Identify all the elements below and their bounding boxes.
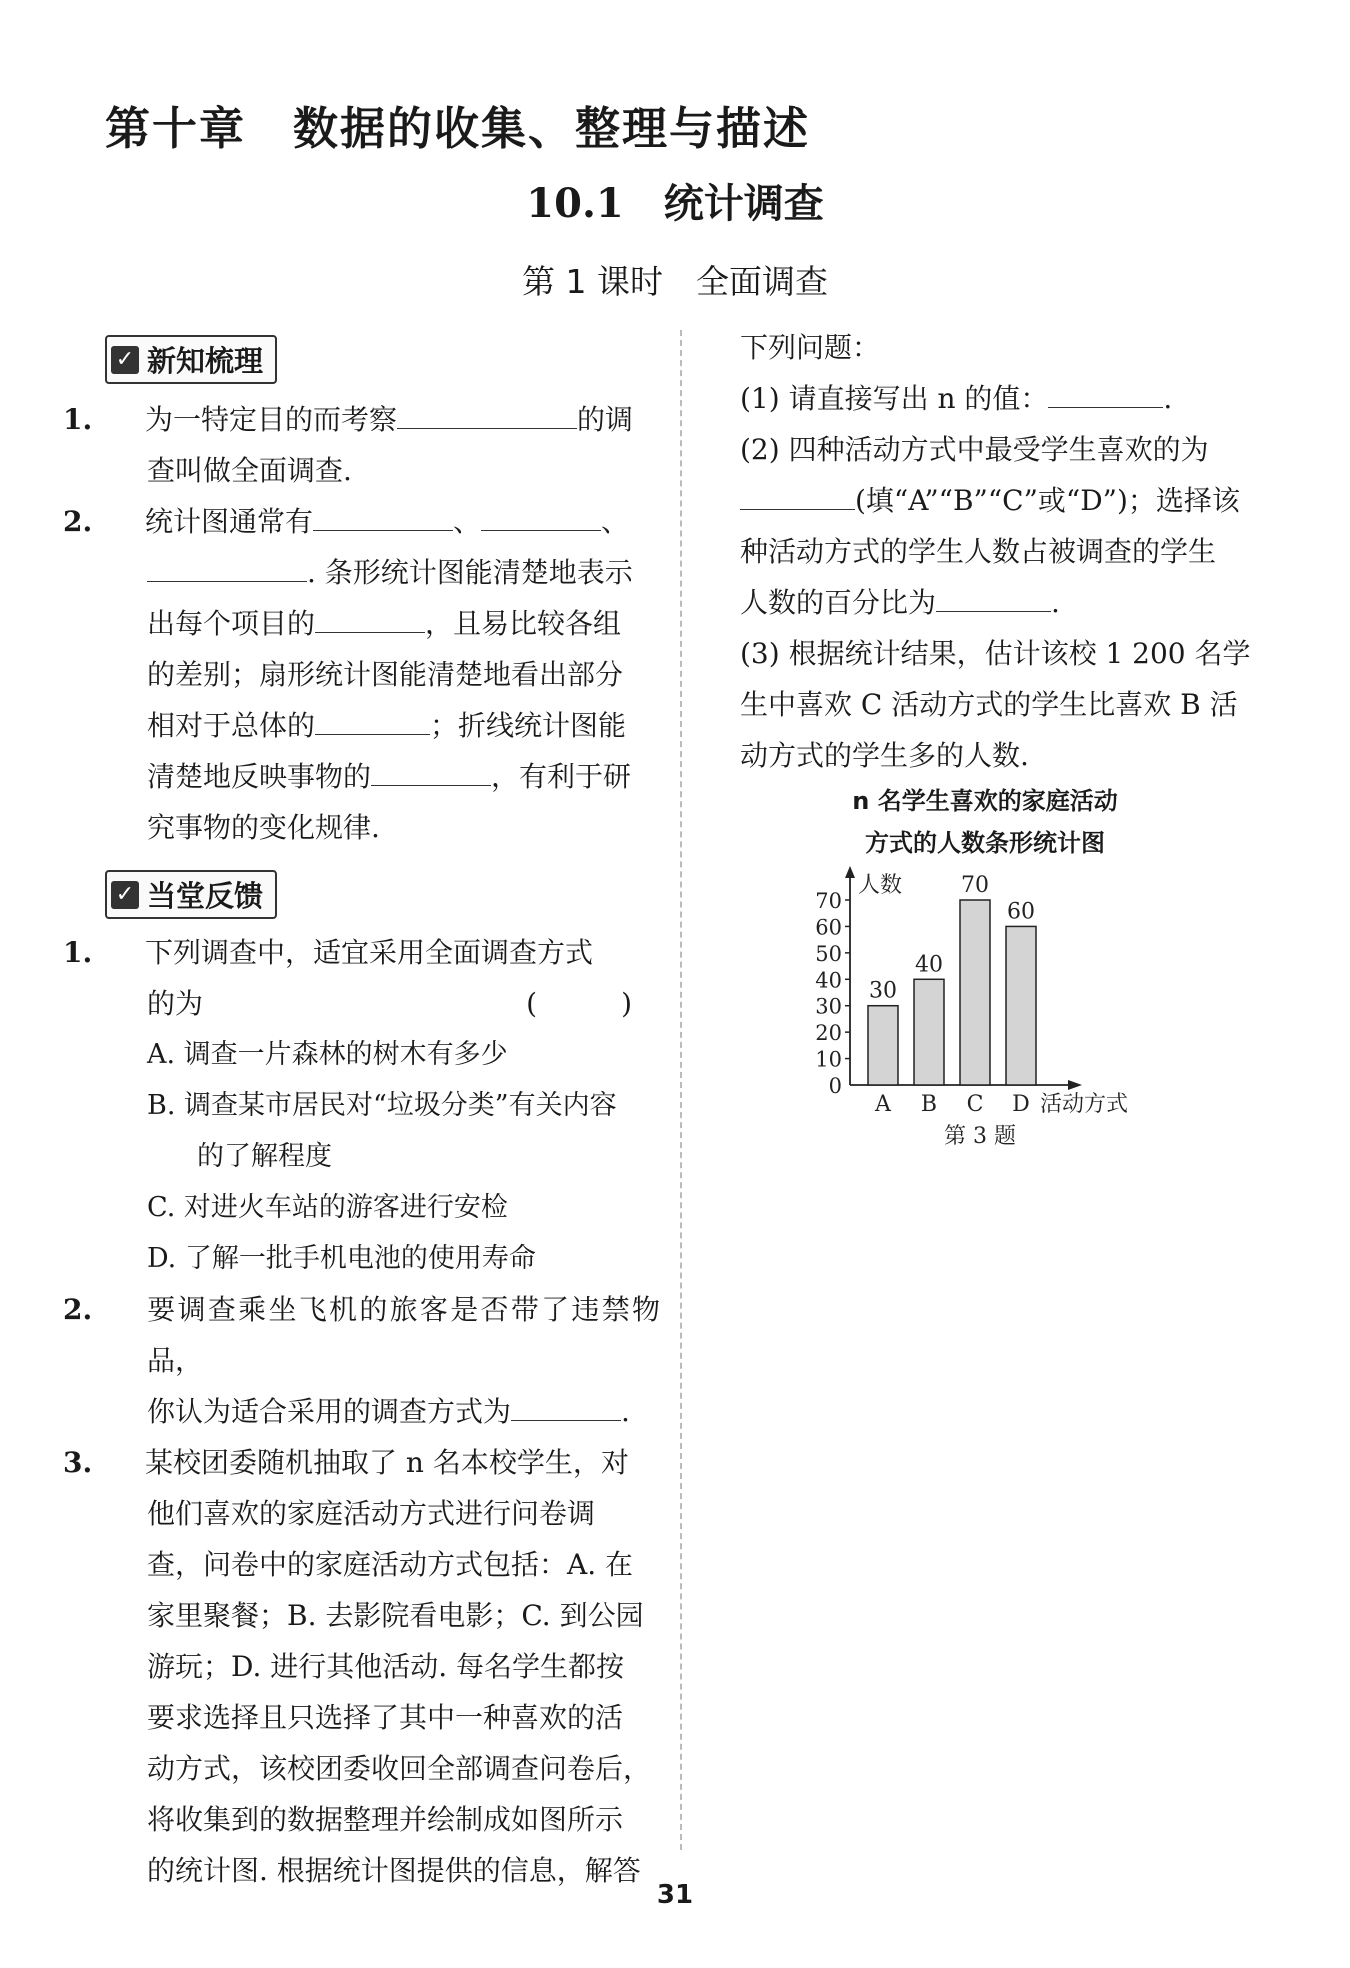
chart-caption: 第 3 题 (944, 1124, 1016, 1149)
answer-paren[interactable]: ( ) (526, 987, 660, 1020)
option-c: C. 对进火车站的游客进行安检 (147, 1192, 508, 1223)
q3-continued: 下列问题： (1) 请直接写出 n 的值： . (2) 四种活动方式中最受学生喜欢的为 (填“A”“B”“C”或“D”)；选择该 种活动方式的学生人数占被调查的学生 人数的百分比为 . (3) 根据统计结果，估计该校 1 200 名学 生中喜欢 C 活动方式的学生比喜欢 B 活 动方式的学生多的人数. (740, 322, 1260, 781)
feedback-heading (105, 870, 277, 919)
feedback-q3: 3. 某校团委随机抽取了 n 名本校学生，对 他们喜欢的家庭活动方式进行问卷调 查，问卷中的家庭活动方式包括：A. 在 家里聚餐；B. 去影院看电影；C. 到公园 游玩；D. 进行其他活动. 每名学生都按 要求选择且只选择了其中一种喜欢的活 动方式，该校团委收回全部调查问卷后， 将收集到的数据整理并绘制成如图所示 的统计图. 根据统计图提供的信息，解答 (63, 1446, 652, 1887)
answer-blank[interactable] (397, 398, 577, 429)
knowledge-q1: 1. 为一特定目的而考察 的调 查叫做全面调查. (105, 394, 660, 496)
option-b: B. 调查某市居民对“垃圾分类”有关内容 (147, 1090, 617, 1121)
y-tick-label: 30 (815, 994, 842, 1019)
y-tick-label: 20 (815, 1021, 842, 1046)
y-tick-label: 40 (815, 968, 842, 993)
q3-part1: (1) 请直接写出 n 的值： . (740, 373, 1260, 424)
feedback-q2: 2. 要调查乘坐飞机的旅客是否带了违禁物品， 你认为适合采用的调查方式为 . (63, 1293, 660, 1428)
page-number: 31 (656, 1880, 694, 1910)
knowledge-q2: 2. 统计图通常有 、 、 . 条形统计图能清楚地表示 出每个项目的 ，且易比较各组 的差别；扇形统计图能清楚地看出部分 相对于总体的 ；折线统计图能 清楚地反映事物的 ，有利于研 究事物的变化规律. (105, 496, 660, 853)
y-axis-label: 人数 (858, 873, 903, 898)
answer-blank[interactable] (936, 581, 1051, 612)
checkmark-icon: ✓ (111, 881, 139, 909)
answer-blank[interactable] (147, 551, 307, 582)
chart-title-line1: n 名学生喜欢的家庭活动 (852, 787, 1118, 815)
x-axis-arrow (1068, 1080, 1082, 1090)
knowledge-heading (105, 335, 277, 384)
bar-C (960, 900, 990, 1085)
q3-part3: (3) 根据统计结果，估计该校 1 200 名学 生中喜欢 C 活动方式的学生比喜欢 B 活 动方式的学生多的人数. (740, 637, 1251, 772)
data-label-B: 40 (915, 952, 943, 978)
x-tick-label-C: C (966, 1092, 984, 1117)
x-axis-label: 活动方式 (1040, 1092, 1129, 1117)
bar-D (1006, 926, 1036, 1085)
answer-blank[interactable] (371, 755, 491, 786)
feedback-section (63, 870, 660, 1896)
answer-blank[interactable] (315, 704, 430, 735)
y-tick-label: 70 (815, 889, 842, 913)
data-label-D: 60 (1007, 899, 1035, 925)
data-label-C: 70 (961, 873, 989, 898)
column-divider (680, 330, 682, 1850)
option-d: D. 了解一批手机电池的使用寿命 (147, 1243, 536, 1274)
chapter-title: 第十章 数据的收集、整理与描述 (105, 102, 811, 155)
answer-blank[interactable] (315, 602, 425, 633)
y-tick-label: 60 (815, 915, 842, 940)
bar-B (914, 979, 944, 1085)
y-tick-label: 10 (815, 1047, 842, 1072)
answer-blank[interactable] (313, 500, 453, 531)
y-tick-label: 50 (815, 941, 842, 966)
section-title: 10.1 统计调查 (526, 180, 824, 227)
x-tick-label-D: D (1012, 1092, 1030, 1117)
checkmark-icon: ✓ (111, 346, 139, 374)
data-label-A: 30 (869, 978, 897, 1004)
y-tick-label: 0 (828, 1074, 842, 1098)
option-a: A. 调查一片森林的树木有多少 (147, 1039, 508, 1070)
bar-A (868, 1006, 898, 1085)
answer-blank[interactable] (740, 479, 855, 510)
x-tick-label-A: A (875, 1092, 891, 1117)
answer-blank[interactable] (511, 1390, 621, 1421)
y-axis-arrow (845, 866, 855, 878)
q3-part2: (2) 四种活动方式中最受学生喜欢的为 (填“A”“B”“C”或“D”)；选择该 种活动方式的学生人数占被调查的学生 人数的百分比为 . (740, 433, 1240, 619)
option-b-cont: 的了解程度 (197, 1141, 332, 1172)
chart-title-line2: 方式的人数条形统计图 (865, 829, 1105, 857)
lesson-title: 第 1 课时 全面调查 (522, 262, 828, 301)
feedback-heading-label: 当堂反馈 (147, 879, 264, 913)
x-tick-label-B: B (920, 1092, 938, 1117)
bar-chart (790, 860, 1170, 1160)
feedback-q1: 1. 下列调查中，适宜采用全面调查方式 的为 ( ) (105, 927, 660, 1029)
knowledge-section (63, 335, 660, 853)
answer-blank[interactable] (481, 500, 601, 531)
answer-blank[interactable] (1048, 377, 1163, 408)
knowledge-heading-label: 新知梳理 (147, 344, 264, 378)
